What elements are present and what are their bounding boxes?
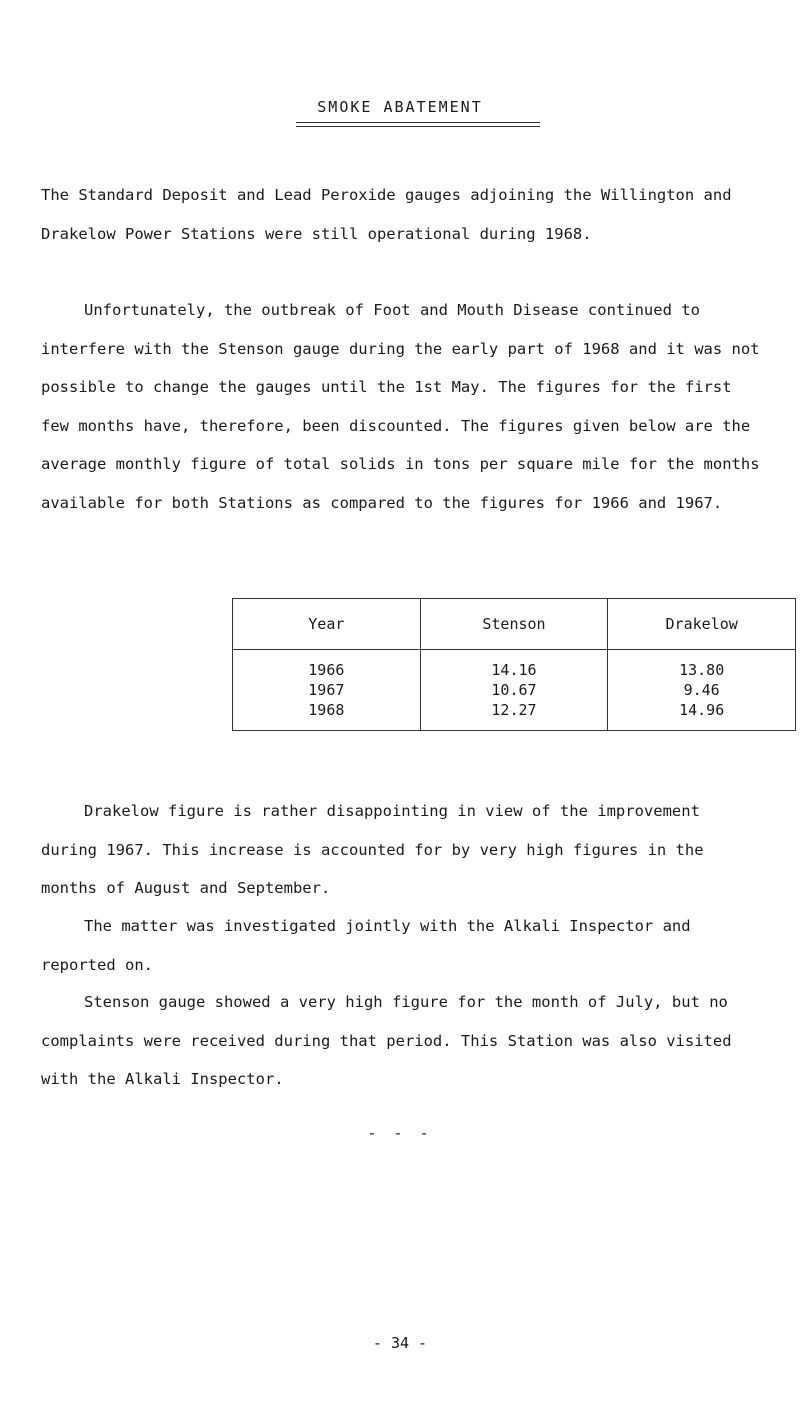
page-heading: SMOKE ABATEMENT: [317, 98, 483, 116]
heading-double-underline: [296, 122, 540, 127]
paragraph-foot-and-mouth: Unfortunately, the outbreak of Foot and Mouth Disease continued to interfere with the Stenson gauge during the early part of 1968 and it was not possible to change the gauges until the 1st May. The figures for the first few months have, therefore, been discounted. The figures given below are the average monthly figure of total solids in tons per square mile for the months available for both Stations as compared to the figures for 1966 and 1967.: [41, 301, 760, 512]
drakelow-column-values: [608, 650, 796, 731]
table-data-row: [233, 650, 796, 731]
header-drakelow: Drakelow: [608, 599, 796, 650]
paragraph-stenson: Stenson gauge showed a very high figure for the month of July, but no complaints were received during that period. This Station was also visited with the Alkali Inspector.: [41, 993, 732, 1088]
paragraph-investigation: The matter was investigated jointly with the Alkali Inspector and reported on.: [41, 917, 691, 974]
table-header-row: [233, 599, 796, 650]
drakelow-cell: 9.46: [683, 681, 720, 699]
stenson-cell: 10.67: [491, 681, 537, 699]
drakelow-cell: 14.96: [679, 701, 725, 719]
drakelow-cell: 13.80: [679, 661, 725, 679]
paragraph-gauges: The Standard Deposit and Lead Peroxide gauges adjoining the Willington and Drakelow Power Stations were still operational during 1968.: [41, 186, 732, 243]
stenson-column-values: [420, 650, 608, 731]
total-solids-table: [232, 598, 796, 731]
section-separator: - - -: [367, 1124, 433, 1142]
page-number: - 34 -: [372, 1334, 428, 1352]
header-year: Year: [233, 599, 421, 650]
year-cell: 1966: [308, 661, 345, 679]
year-column-values: [233, 650, 421, 731]
stenson-cell: 12.27: [491, 701, 537, 719]
stenson-cell: 14.16: [491, 661, 537, 679]
header-stenson: Stenson: [420, 599, 608, 650]
year-cell: 1968: [308, 701, 345, 719]
year-cell: 1967: [308, 681, 345, 699]
paragraph-drakelow: Drakelow figure is rather disappointing in view of the improvement during 1967. This increase is accounted for by very high figures in the months of August and September.: [41, 802, 704, 897]
